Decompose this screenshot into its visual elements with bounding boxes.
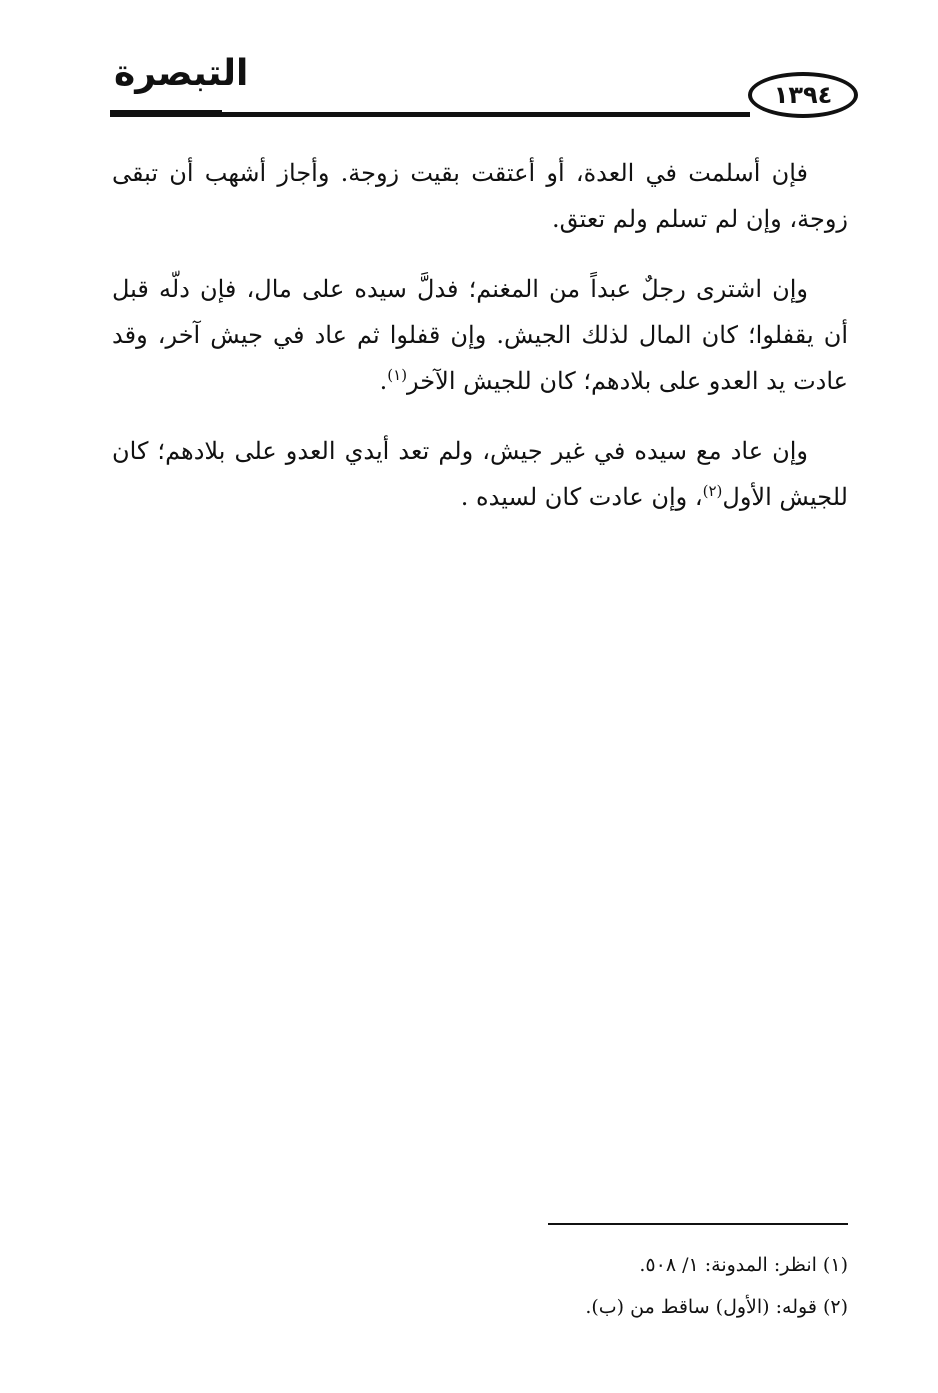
page-number-oval: [748, 72, 858, 118]
paragraph-1-text: فإن أسلمت في العدة، أو أعتقت بقيت زوجة. وأجاز أشهب أن تبقى زوجة، وإن لم تسلم ولم تعتق.: [112, 159, 848, 233]
paragraph-1: [112, 150, 848, 242]
header-rule: [110, 112, 750, 117]
main-text: [112, 150, 848, 544]
footnote-2: (٢) قوله: (الأول) ساقط من (ب).: [585, 1296, 848, 1318]
paragraph-3-text: وإن عاد مع سيده في غير جيش، ولم تعد أيدي العدو على بلادهم؛ كان للجيش الأول: [112, 437, 848, 511]
footnotes: [112, 1244, 848, 1328]
page-number: ١٣٩٤: [773, 81, 833, 109]
footnote-ref-2: (٢): [702, 482, 723, 500]
paragraph-3: [112, 428, 848, 520]
paragraph-2: [112, 266, 848, 404]
footnote-separator: [548, 1223, 848, 1225]
footnote-ref-1: (١): [387, 366, 408, 384]
paragraph-2-end: .: [379, 367, 388, 395]
page-header: [110, 52, 858, 124]
book-title: التبصرة: [114, 53, 249, 94]
footnote-1: (١) انظر: المدونة: ١/ ٥٠٨.: [639, 1254, 848, 1276]
paragraph-2-text: وإن اشترى رجلٌ عبداً من المغنم؛ فدلَّ سيده على مال، فإن دلّه قبل أن يقفلوا؛ كان المال لذلك الجيش. وإن قفلوا ثم عاد في جيش آخر، وقد عادت يد العدو على بلادهم؛ كان للجيش الآخر: [112, 275, 848, 395]
paragraph-3-end: ، وإن عادت كان لسيده .: [460, 483, 703, 511]
